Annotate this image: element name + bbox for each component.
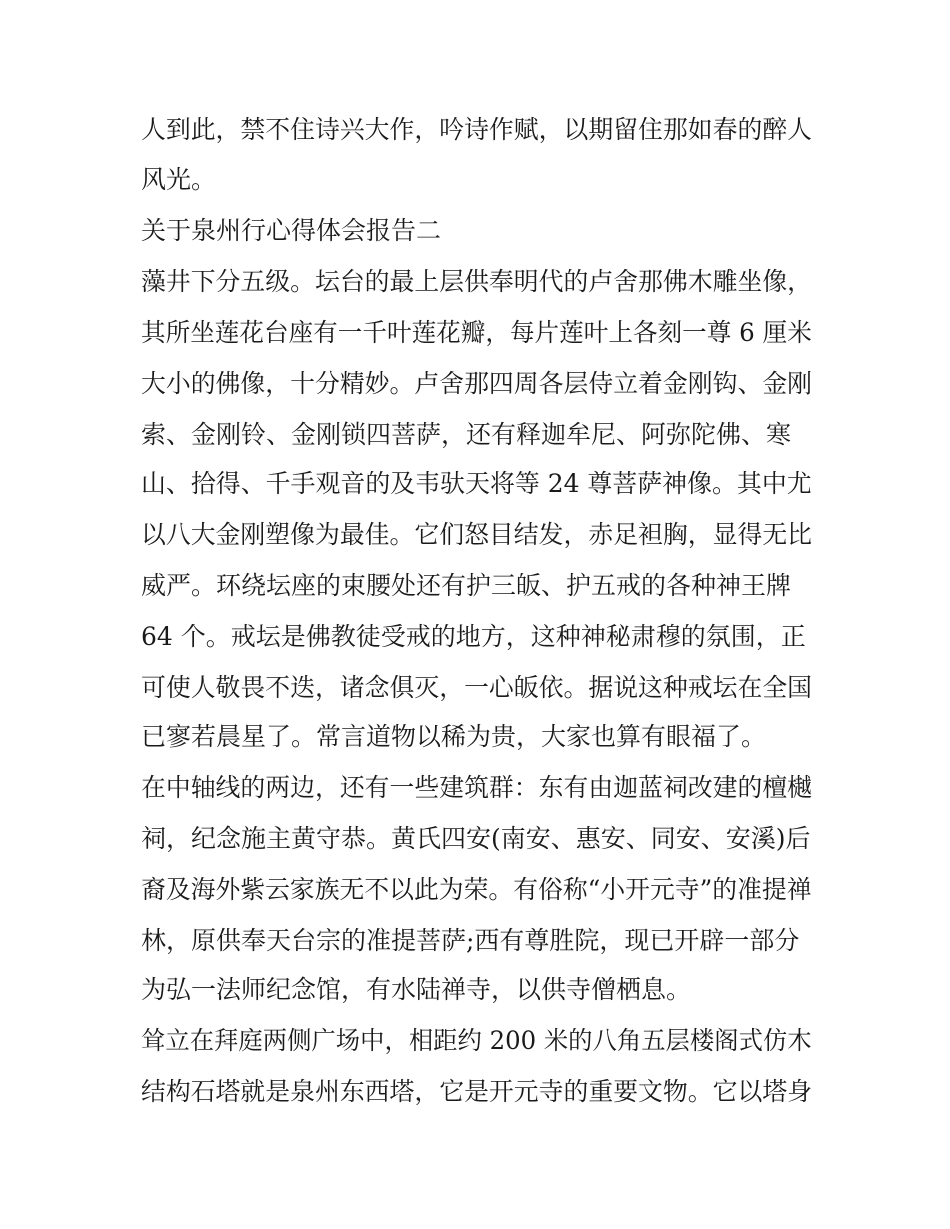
text-line: 已寥若晨星了。常言道物以稀为贵，大家也算有眼福了。 [141, 722, 767, 751]
text-line: 在中轴线的两边，还有一些建筑群：东有由迦蓝祠改建的檀樾 [141, 773, 813, 802]
text-line: 64 个。戒坛是佛教徒受戒的地方，这种神秘肃穆的氛围，正 [141, 622, 806, 651]
text-line: 威严。环绕坛座的束腰处还有护三皈、护五戒的各种神王牌 [141, 571, 792, 600]
text-line: 林，原供奉天台宗的准提菩萨;西有尊胜院，现已开辟一部分 [141, 926, 800, 955]
text-line: 为弘一法师纪念馆，有水陆禅寺，以供寺僧栖息。 [141, 975, 692, 1004]
section-heading: 关于泉州行心得体会报告二 [141, 216, 442, 245]
text-line: 以八大金刚塑像为最佳。它们怒目结发，赤足袒胸，显得无比 [141, 520, 813, 549]
text-line: 索、金刚铃、金刚锁四菩萨，还有释迦牟尼、阿弥陀佛、寒 [141, 420, 792, 449]
text-line: 藻井下分五级。坛台的最上层供奉明代的卢舍那佛木雕坐像， [141, 267, 813, 296]
text-line: 祠，纪念施主黄守恭。黄氏四安(南安、惠安、同安、安溪)后 [141, 824, 811, 853]
text-line: 裔及海外紫云家族无不以此为荣。有俗称“小开元寺”的准提禅 [141, 875, 812, 904]
text-line: 其所坐莲花台座有一千叶莲花瓣，每片莲叶上各刻一尊 6 厘米 [141, 318, 812, 347]
text-line: 可使人敬畏不迭，诸念俱灭，一心皈依。据说这种戒坛在全国 [141, 673, 813, 702]
text-line: 结构石塔就是泉州东西塔，它是开元寺的重要文物。它以塔身 [141, 1077, 813, 1106]
text-line: 人到此，禁不住诗兴大作，吟诗作赋，以期留住那如春的醉人 [141, 115, 813, 144]
text-line: 风光。 [141, 165, 217, 194]
text-line: 山、拾得、千手观音的及韦驮天将等 24 尊菩萨神像。其中尤 [141, 469, 812, 498]
text-line: 大小的佛像，十分精妙。卢舍那四周各层侍立着金刚钩、金刚 [141, 369, 813, 398]
text-line: 耸立在拜庭两侧广场中，相距约 200 米的八角五层楼阁式仿木 [141, 1026, 812, 1055]
